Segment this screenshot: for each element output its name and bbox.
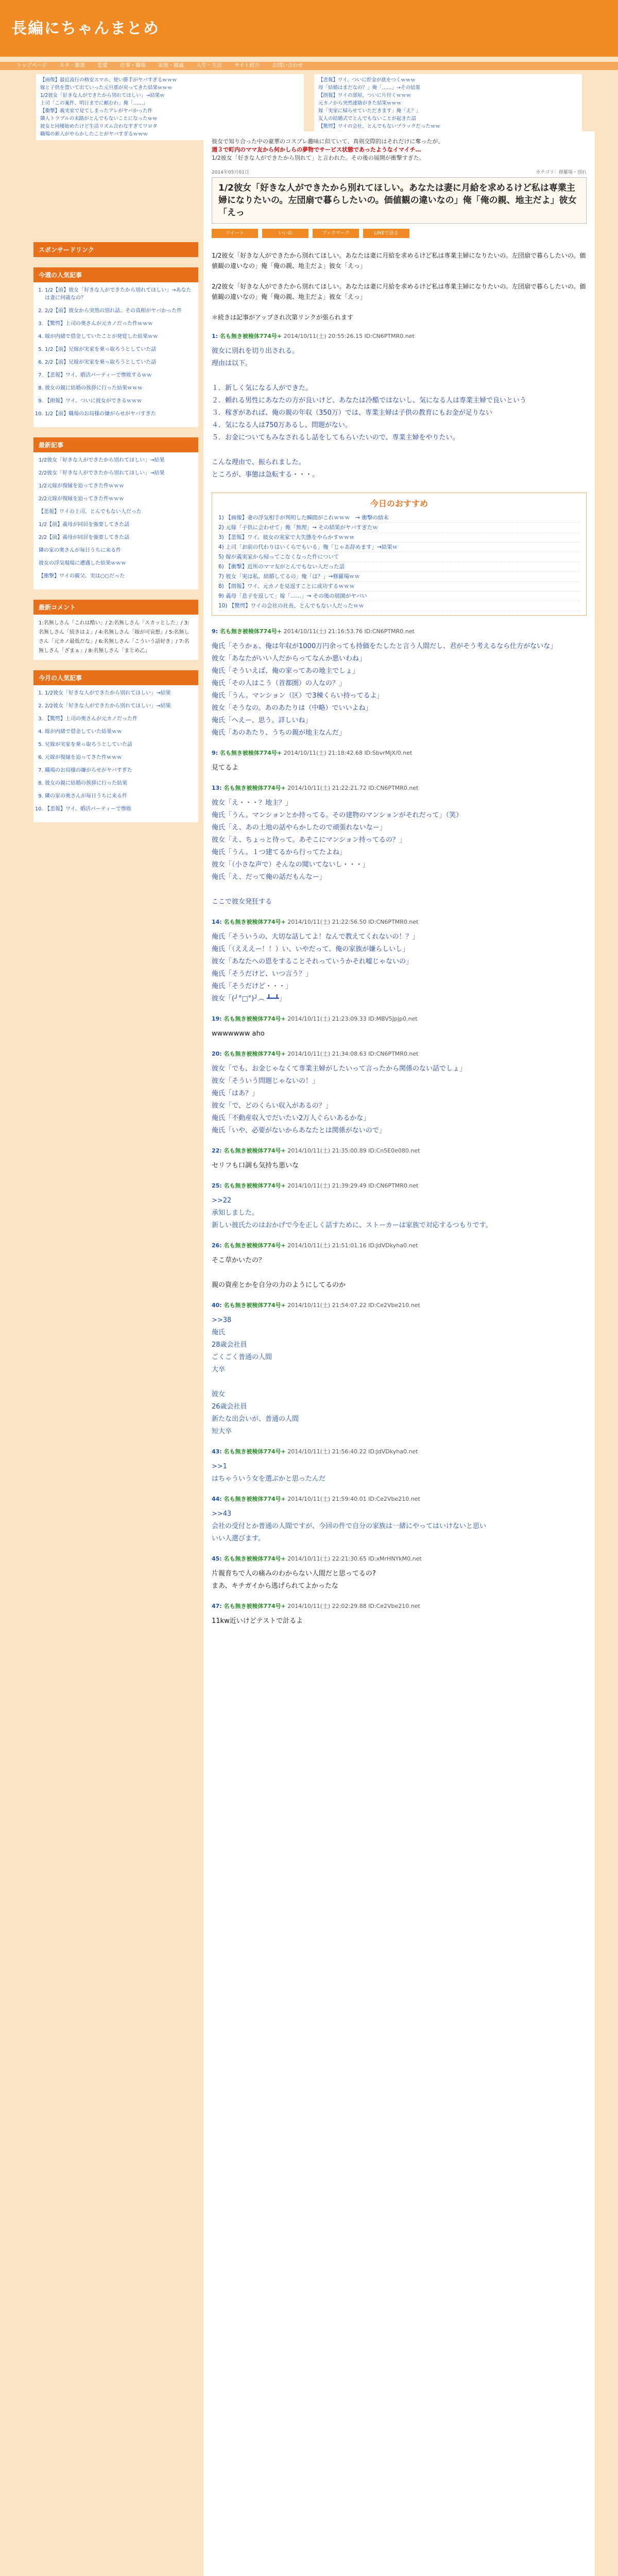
post-meta: 2014/10/11(土) 21:18:42.68 ID:SbvrMjX/0.net (282, 750, 413, 756)
post-number[interactable]: 20: (212, 1050, 224, 1057)
nav-item[interactable]: トップページ (16, 63, 47, 69)
post-body: >>1 はちゃういう女を選ぶかと思ったんだ (212, 1463, 326, 1483)
post-author: 名も無き被検体774号+ (224, 1182, 286, 1189)
post-header (212, 1301, 587, 1309)
headline-link[interactable]: 嫁「実家に帰らせていただきます」俺「え？」 (318, 108, 421, 114)
post-number[interactable]: 44: (212, 1496, 224, 1502)
bookmark-button[interactable]: ブックマーク (313, 229, 359, 238)
post-body: 11kw近いけどテストで計るよ (212, 1617, 303, 1625)
headline-links (36, 74, 582, 140)
post-body: 俺氏「そうかぁ、俺は年収が1000万円余っても持価をたしたと言う人間だし、君がそう考えるなら仕方がないな」 彼女「あなたがいい人だからってなんか悪いわね」 俺氏「そういえば、俺の家ってあの地主でしょ」 俺氏「その人はこう（首都圏）の人なの？」 俺氏「うん。マンション（区）で3棟くらい持ってるよ」 彼女「そうなの。あのあたりは（中略）でいいよね」 俺氏「へえー、思う。詳しいね」 俺氏「あのあたり、うちの親が地主なんだ」 (212, 642, 557, 737)
ranking-item[interactable]: 5. 1/2【前】兄嫁が実家を乗っ取ろうとしていた話 (45, 346, 193, 353)
main-content (203, 131, 595, 2576)
post-number[interactable]: 22: (212, 1147, 224, 1154)
site-title[interactable]: 長編にちゃんまとめ (11, 20, 160, 38)
popular-item[interactable]: 2. 2/2彼女「好きな人ができたから別れてほしい」→結果 (45, 702, 193, 710)
share-buttons (212, 229, 587, 238)
popular-item[interactable]: 7. 職場のお局様の嫌がらせがヤバすぎた (45, 767, 193, 774)
post-number[interactable]: 45: (212, 1555, 224, 1562)
nav-item[interactable]: 人生・生活 (196, 63, 222, 69)
post-body: wwwwwww aho (212, 1030, 265, 1038)
sponsor-box (33, 242, 198, 257)
post-meta: 2014/10/11(土) 20:55:26.15 ID:CN6PTMR0.net (282, 333, 415, 340)
post-header (212, 749, 587, 757)
post-number[interactable]: 25: (212, 1182, 224, 1189)
nav-item[interactable]: お問い合わせ (272, 63, 303, 69)
headline-link[interactable]: 【悲報】ワイ、ついに貯金が底をつくｗｗｗ (318, 77, 416, 83)
article-category[interactable]: カテゴリ：修羅場・別れ (536, 170, 587, 175)
line-share-button[interactable]: LINEで送る (363, 229, 409, 238)
post-body: 彼女「え・・・？地主？」 俺氏「うん。マンションとか持ってる。その建物のマンションがそれだって」（笑） 俺氏「え、あの土地の話やらかしたので頑張れないなー」 彼女「え、ちょっと待って。あそこにマンション持ってるの？」 俺氏「うん。１つ建てるから行ってたよね」 彼女「（小さな声で）そんなの聞いてないし・・・」 俺氏「え、だって俺の話だもんなー」 ここで彼女発狂する (212, 799, 463, 906)
ranking-item[interactable]: 2. 2/2【前】彼女から突然の別れ話、その真相がヤバかった件 (45, 307, 193, 315)
ranking-item[interactable]: 1. 1/2【前】彼女「好きな人ができたから別れてほしい」→あなたは妻に何歳なの？ (45, 286, 193, 302)
post-meta: 2014/10/11(土) 22:02:29.88 ID:Ce2Vbe210.net (285, 1603, 420, 1609)
post-author: 名も無き被検体774号+ (224, 1302, 286, 1309)
post-body: 見てるよ (212, 764, 239, 772)
post-meta: 2014/10/11(土) 22:21:30.65 ID:xMrHNYkM0.net (285, 1555, 422, 1562)
headline-link[interactable]: 母「結婚はまだなの？」俺「……」→その結果 (318, 85, 420, 91)
post-author: 名も無き被検体774号+ (224, 1050, 286, 1057)
headline-column (36, 74, 304, 140)
headline-link[interactable]: 【衝撃】義実家で見てしまったアレがヤバかった件 (40, 108, 153, 114)
recommended-link[interactable]: 1) 【画像】妻の浮気相手が判明した瞬間がこれｗｗｗ → 衝撃の結末 (218, 513, 580, 523)
comments-heading: 最新コメント (33, 600, 198, 615)
post-header (212, 1554, 587, 1563)
headline-link[interactable]: 上司「この案件、明日までに頼むわ」俺「……」 (40, 100, 148, 106)
thread-posts (212, 332, 587, 1628)
nav-item[interactable]: サイト紹介 (234, 63, 260, 69)
post-header (212, 627, 587, 635)
post-meta: 2014/10/11(土) 21:54:07.22 ID:Ce2Vbe210.net (285, 1302, 420, 1309)
popular-item[interactable]: 10. 【悲報】ワイ、婚活パーティーで惨敗 (45, 805, 193, 813)
post-number[interactable]: 13: (212, 785, 224, 791)
popular-heading: 今月の人気記事 (33, 670, 198, 685)
post-author: 名も無き被検体774号+ (224, 919, 286, 925)
post-header (212, 1049, 587, 1058)
post-number[interactable]: 14: (212, 919, 224, 925)
recent-item[interactable]: 1/2【前】義母が同居を強要してきた話 (39, 522, 130, 528)
post-author: 名も無き被検体774号+ (224, 1147, 286, 1154)
ranking-item[interactable]: 3. 【驚愕】上司の奥さんが元カノだった件ｗｗｗ (45, 320, 193, 328)
post-header (212, 1014, 587, 1023)
post-author: 名も無き被検体774号+ (224, 1555, 286, 1562)
post-meta: 2014/10/11(土) 21:39:29.49 ID:CN6PTMR0.net (285, 1182, 419, 1189)
like-button[interactable]: いいね (262, 229, 308, 238)
recommended-box (212, 493, 587, 616)
post-header (212, 1181, 587, 1190)
post-header (212, 784, 587, 792)
tweet-button[interactable]: ツイート (212, 229, 258, 238)
post-number[interactable]: 19: (212, 1015, 224, 1022)
post-body: 片親育ちで人の痛みのわからない人間だと思ってるの? まあ、キチガイから逃げられてよかったな (212, 1570, 376, 1590)
recommended-link[interactable]: 8) 【朗報】ワイ、元カノを見返すことに成功するｗｗｗ (218, 582, 580, 591)
article-meta (212, 168, 587, 175)
recent-item[interactable]: 隣の家の奥さんが毎日うちに来る件 (39, 548, 121, 553)
popular-item[interactable]: 6. 元嫁が復縁を迫ってきた件ｗｗｗ (45, 754, 193, 761)
post-header (212, 918, 587, 926)
post-meta: 2014/10/11(土) 21:59:40.01 ID:Ce2Vbe210.net (285, 1496, 420, 1502)
nav-item[interactable]: 仕事・職場 (120, 63, 146, 69)
intro-highlight: 週３で町内のママ友から何かしらの夢物でサービス状態であったようなイマイチ… (212, 146, 421, 153)
popular-item[interactable]: 1. 1/2彼女「好きな人ができたから別れてほしい」→結果 (45, 689, 193, 697)
popular-item[interactable]: 3. 【驚愕】上司の奥さんが元カノだった件 (45, 715, 193, 723)
ranking-item[interactable]: 7. 【悲報】ワイ、婚活パーティーで惨敗するｗｗ (45, 371, 193, 379)
headline-link[interactable]: 彼女と同棲始めたけど生活リズム合わなすぎてワロタ (40, 124, 158, 129)
post-number[interactable]: 9: (212, 750, 220, 756)
recent-box (33, 437, 198, 589)
headline-link[interactable]: 隣人トラブルの末路がとんでもないことになったｗｗ (40, 116, 158, 122)
post-number[interactable]: 9: (212, 628, 220, 635)
post-meta: 2014/10/11(土) 21:51:01.16 ID:JdVDkyha0.net (285, 1242, 418, 1249)
recent-item[interactable]: 2/2元嫁が復縁を迫ってきた件ｗｗｗ (39, 496, 125, 502)
comments-box (33, 600, 198, 660)
headline-link[interactable]: 友人の結婚式でとんでもないことが起きた話 (318, 116, 417, 122)
recommended-link[interactable]: 3) 【悲報】ワイ、彼女の実家で大失態をやらかすｗｗｗ (218, 533, 580, 543)
sponsor-heading: スポンサードリンク (33, 242, 198, 257)
recommended-link[interactable]: 10) 【驚愕】ワイの会社の社長、とんでもない人だったｗｗ (218, 601, 580, 611)
post-meta: 2014/10/11(土) 21:16:53.76 ID:CN6PTMR0.net (282, 628, 415, 635)
post-meta: 2014/10/11(土) 21:23:09.33 ID:MBV5Jpjp0.net (285, 1015, 418, 1022)
recent-item[interactable]: 1/2彼女「好きな人ができたから別れてほしい」→結果 (39, 457, 165, 463)
intro-line: 彼女で知り合った中の豪華のコスプレ趣味に似ていて、真剣交際的はそれだけに奪ったが、 (212, 138, 444, 145)
nav-item[interactable]: ネタ・雑談 (59, 63, 85, 69)
post-body: そこ草かいたの？ 親の資産とかを自分の力のようにしてるのか (212, 1257, 346, 1289)
recommended-link[interactable]: 5) 嫁が義実家から帰ってこなくなった件について (218, 552, 580, 562)
ranking-item[interactable]: 10. 1/2【前】職場のお局様の嫌がらせがヤバすぎた (45, 410, 193, 418)
post-meta: 2014/10/11(土) 21:22:56.50 ID:CN6PTMR0.net (285, 919, 419, 925)
post-number[interactable]: 1: (212, 333, 220, 340)
post-body: 俺氏「そういうの、大切な話してよ！なんで教えてくれないの！？」 俺氏「（えええー！！）い、いやだって、俺の家族が嫌らしいし」 彼女「あなたへの恩をすることそれっていうかそれ嘘じゃないの」 俺氏「そうだけど、いつ言う？」 俺氏「そうだけど・・・」 彼女「(╯°□°)╯︵ ┻━┻」 (212, 933, 419, 1003)
post-body: >>22 承知しました。 新しい彼氏たのはおかげで今を正しく話すために、ストーカーは家族で対応するつもりです。 (212, 1197, 492, 1229)
recommended-link[interactable]: 9) 義母「息子を返して」嫁「……」→ その後の展開がヤバい (218, 591, 580, 601)
post-number[interactable]: 43: (212, 1448, 224, 1455)
post-meta: 2014/10/11(土) 21:22:21.72 ID:CN6PTMR0.net (285, 785, 419, 791)
post-number[interactable]: 40: (212, 1302, 224, 1309)
post-body: >>43 会社の受付とか普通の人間ですが、今回の件で自分の家族は一緒にやってはいけないと思い いい人選びます。 (212, 1510, 487, 1543)
recent-item[interactable]: 1/2元嫁が復縁を迫ってきた件ｗｗｗ (39, 483, 125, 489)
post-author: 名も無き被検体774号+ (219, 628, 282, 635)
post-header (212, 332, 587, 340)
ranking-box (33, 267, 198, 427)
post-author: 名も無き被検体774号+ (219, 333, 282, 340)
headline-link[interactable]: 【画像】最近流行の格安スマホ、使い勝手がヤバすぎるｗｗｗ (40, 77, 177, 83)
sidebar (33, 242, 198, 833)
recommended-link[interactable]: 2) 元嫁「子供に会わせて」俺「無理」→ その結果がヤバすぎたｗ (218, 523, 580, 533)
post-body: 彼女に別れを切り出される。 理由は以下。 １．新しく気になる人ができた。 ２．頼れる男性にあなたの方が良いけど、あなたは冷酷ではないし、気になる人は専業主婦で良いという ３．稼ぎがあれば、俺の親の年収（350万）では、専業主婦は子供の教育にもお金が足りない ４．気になる人は750万あるし、問題がない。 ５．お金についてもみなされるし話をしてもらいたいので、専業主婦をやりたい。 こんな理由で、振られました。 ところが、事態は急転する・・・。 (212, 347, 527, 479)
article-date: 2014年05月01日 (212, 170, 249, 175)
ranking-item[interactable]: 6. 2/2【前】兄嫁が実家を乗っ取ろうとしていた話 (45, 359, 193, 366)
comments-text: 1:名無しさん「これは酷い」/ 2:名無しさん「スカッとした」/ 3:名無しさん「続きはよ」/ 4:名無しさん「嫁が可哀想」/ 5:名無しさん「元カノ最低だな」/ 6:名無しさん「こういう話好き」/ 7:名無しさん「ざまぁ」/ 8:名無しさん「まとめ乙」 (39, 620, 190, 654)
headline-link[interactable]: 1/2彼女「好きな人ができたから別れてほしい」→結果ｗ (40, 93, 165, 98)
popular-box (33, 670, 198, 822)
op-summary: 1/2彼女「好きな人ができたから別れてほしい。あなたは妻に月給を求めるけど私は専業主婦になりたいの。左団扇で暮らしたいの。価値観の違いなの」俺「俺の親、地主だよ」彼女「えっ」 2/2彼女「好きな人ができたから別れてほしい。あなたは妻に月給を求めるけど私は専業主婦になりたいの。左団扇で暮らしたいの。価値観の違いなの」俺「俺の親、地主だよ」彼女「えっ」 ＊続きは記事がアップされ次第リンクが張られます (212, 252, 586, 321)
recent-item[interactable]: 2/2【前】義母が同居を強要してきた話 (39, 535, 130, 540)
popular-item[interactable]: 8. 彼女の親に結婚の挨拶に行った結果 (45, 779, 193, 787)
recommended-link[interactable]: 4) 上司「お前の代わりはいくらでもいる」俺「じゃあ辞めます」→結果ｗ (218, 543, 580, 552)
post-author: 名も無き被検体774号+ (224, 1015, 286, 1022)
recent-item[interactable]: 【衝撃】ワイの親父、実は○○だった (39, 573, 125, 579)
ranking-list (33, 282, 198, 427)
post-body: セリフも口調も気持ち悪いな (212, 1162, 299, 1170)
post-author: 名も無き被検体774号+ (224, 1496, 286, 1502)
headline-link[interactable]: 元カノから突然連絡がきた結果ｗｗｗ (318, 100, 402, 106)
recent-heading: 最新記事 (33, 437, 198, 452)
headline-link[interactable]: 【驚愕】ワイの会社、とんでもないブラックだったｗｗ (318, 124, 441, 129)
post-number[interactable]: 26: (212, 1242, 224, 1249)
post-body: >>38 俺氏 28歳会社員 ごくごく普通の人間 大卒 彼女 26歳会社員 新たな出会いが、普通の人間 短大卒 (212, 1316, 299, 1435)
nav-item[interactable]: 恋愛 (97, 63, 108, 69)
popular-list (33, 685, 198, 822)
recommended-heading: 今日のおすすめ (370, 499, 428, 509)
recent-item[interactable]: 彼女の浮気現場に遭遇した結果ｗｗｗ (39, 561, 126, 566)
popular-item[interactable]: 4. 嫁が内緒で借金していた結果ｗｗ (45, 728, 193, 736)
post-author: 名も無き被検体774号+ (219, 750, 282, 756)
ranking-heading: 今週の人気記事 (33, 267, 198, 282)
recommended-link[interactable]: 7) 彼女「実は私、結婚してるの」俺「は？」→修羅場ｗｗ (218, 572, 580, 582)
ranking-item[interactable]: 9. 【朗報】ワイ、ついに彼女ができるｗｗｗ (45, 397, 193, 405)
intro-line-2: 1/2彼女「好きな人ができたから別れて」と言われた。その後の展開が衝撃すぎた。 (212, 155, 425, 161)
post-header (212, 1146, 587, 1155)
popular-item[interactable]: 5. 兄嫁が実家を乗っ取ろうとしていた話 (45, 741, 193, 749)
post-author: 名も無き被検体774号+ (224, 1242, 286, 1249)
post-header (212, 1241, 587, 1249)
global-nav (0, 62, 618, 70)
post-meta: 2014/10/11(土) 21:56:40.22 ID:JdVDkyha0.net (285, 1448, 418, 1455)
ranking-item[interactable]: 8. 彼女の親に結婚の挨拶に行った結果ｗｗｗ (45, 384, 193, 392)
recommended-link[interactable]: 6) 【衝撃】近所のママ友がとんでもない人だった話 (218, 562, 580, 572)
post-number[interactable]: 47: (212, 1603, 224, 1609)
post-author: 名も無き被検体774号+ (224, 1448, 286, 1455)
popular-item[interactable]: 9. 隣の家の奥さんが毎日うちに来る件 (45, 792, 193, 800)
headline-link[interactable]: 職場の新人がやらかしたことがヤバすぎるｗｗｗ (40, 131, 148, 137)
headline-link[interactable]: 嫁と子供を置いて出ていった元旦那が戻ってきた結果ｗｗｗ (40, 85, 173, 91)
nav-item[interactable]: 家族・親戚 (158, 63, 184, 69)
ranking-item[interactable]: 4. 嫁が内緒で借金していたことが発覚した結果ｗｗ (45, 333, 193, 341)
headline-link[interactable]: 【朗報】ワイの部屋、ついに片付くｗｗｗ (318, 93, 411, 98)
post-meta: 2014/10/11(土) 21:35:00.89 ID:Cn5E0e080.net (285, 1147, 420, 1154)
recent-item[interactable]: 2/2彼女「好きな人ができたから別れてほしい」→結果 (39, 470, 165, 476)
intro-text (212, 138, 587, 162)
post-header (212, 1495, 587, 1503)
post-author: 名も無き被検体774号+ (224, 785, 286, 791)
post-header (212, 1447, 587, 1455)
post-header (212, 1602, 587, 1610)
recent-item[interactable]: 【悲報】ワイの上司、とんでもない人だった (39, 509, 142, 515)
post-author: 名も無き被検体774号+ (224, 1603, 286, 1609)
headline-column (314, 74, 582, 140)
article-title: 1/2彼女「好きな人ができたから別れてほしい。あなたは妻に月給を求めるけど私は専業主婦になりたいの。左団扇で暮らしたいの。価値観の違いなの」俺「俺の親、地主だよ」彼女「えっ (212, 177, 587, 224)
recent-list (33, 452, 198, 589)
post-body: 彼女「でも、お金じゃなくて専業主婦がしたいって言ったから関係のない話でしょ」 彼女「そういう問題じゃないの！」 俺氏「はあ？」 彼女「で、どのくらい収入があるの？」 俺氏「不動産収入でだいたい2万人ぐらいあるかな」 俺氏「いや、必要がないからあなたとは関係がないので」 (212, 1065, 467, 1134)
site-header (0, 0, 618, 57)
post-meta: 2014/10/11(土) 21:34:08.63 ID:CN6PTMR0.net (285, 1050, 419, 1057)
